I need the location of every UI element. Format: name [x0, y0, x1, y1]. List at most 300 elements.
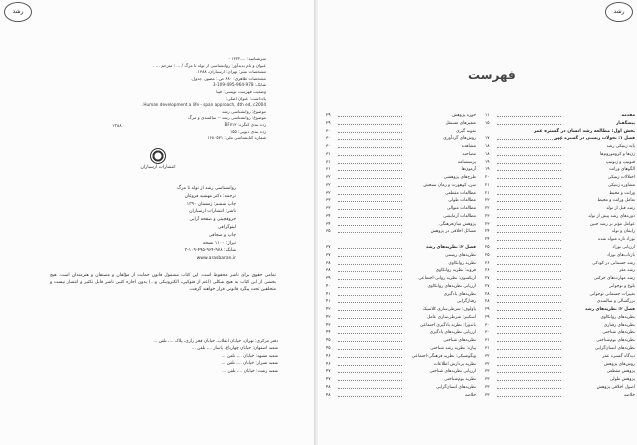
toc-leader-dots [338, 139, 402, 140]
cip-line: سرشناسه: ...،۱۳۲۲ - [228, 56, 266, 61]
toc-entry-title: دیدگاه گستره عمر [602, 353, 635, 359]
toc-page-number: ۳۹ [326, 276, 331, 282]
toc-entry [485, 197, 635, 205]
cip-line: رده بندی کنگره: BF۷۱۳ [224, 121, 266, 127]
toc-page-number: ۲۲ [485, 198, 490, 204]
toc-entry-title: ارزیابی نظریه‌های شناختی [429, 369, 476, 375]
toc-leader-dots [497, 287, 561, 288]
toc-leader-dots [338, 318, 402, 319]
toc-entry-title: نظریه‌های شناختی [443, 338, 476, 344]
toc-page-number: ۳۱ [485, 338, 490, 344]
toc-page-number: ۲۶ [485, 268, 490, 274]
cip-line: شماره کتابشناسی ملی: ۱۶۸۰۵۷۱ [207, 135, 266, 141]
toc-entry [485, 221, 635, 229]
toc-entry-title: عوامل مؤثر بر رشد جنین [589, 221, 635, 227]
cip-line: شابک: 978-964-495-109-3 [212, 82, 266, 88]
toc-leader-dots [338, 209, 402, 210]
toc-entry-title: حوزه پژوهش [452, 113, 476, 118]
toc-leader-dots [338, 326, 402, 327]
toc-page-number: ۳۲ [485, 361, 490, 367]
toc-page-number: ۳۳ [485, 392, 490, 398]
toc-leader-dots [497, 264, 561, 265]
toc-entry [326, 322, 476, 330]
cip-line: مشخصات ظاهری: ۶۸۰ ص.: مصور، جدول. [190, 75, 266, 81]
toc-entry [326, 143, 476, 151]
colophon-line: لیتوگرافی [217, 224, 236, 230]
toc-entry [326, 166, 476, 174]
toc-leader-dots [338, 333, 402, 334]
toc-entry-title: پیاژه: نظریه رشد شناختی [430, 345, 476, 351]
toc-leader-dots [497, 341, 561, 342]
toc-leader-dots [497, 295, 561, 296]
cip-line: موضوع: روانشناسی رشد -- سالمندی و مرگ [188, 115, 266, 121]
toc-entry-title: نظریه‌های شناختی [602, 330, 635, 336]
address-line: شعبه اصفهان: خیابان چهارباغ، پاساژ ...، تلفن ... [191, 346, 278, 352]
cip-line: وضعیت فهرست نویسی: فیپا [216, 88, 266, 94]
toc-page-number: ۴۷ [326, 369, 331, 375]
toc-page-number: ۳۱ [326, 167, 331, 173]
toc-entry [485, 213, 635, 221]
toc-entry [485, 283, 635, 291]
colophon [116, 185, 236, 263]
toc-leader-dots [497, 139, 561, 140]
toc-page-number: ۳۳ [326, 206, 331, 212]
toc-leader-dots [497, 201, 561, 202]
toc-entry-title: پژوهش میان‌فرهنگی [439, 221, 476, 227]
toc-page-number: ۲۱ [485, 182, 490, 188]
toc-entry-title: دوره‌های رشد پیش از تولد [588, 213, 635, 219]
toc-entry [326, 267, 476, 275]
toc-entry-title: فصل ۲: نظریه‌های رشد [584, 307, 635, 313]
toc-entry-title: خلاصه [464, 392, 476, 398]
toc-leader-dots [338, 287, 402, 288]
toc-leader-dots [338, 372, 402, 373]
toc-entry-title: فصل ۱: تحولات زیستی در گستره عمر [554, 136, 635, 142]
toc-leader-dots [338, 295, 402, 296]
toc-entry-title: اسکینر: شرطی‌سازی عامل [426, 314, 476, 320]
toc-leader-dots [338, 170, 402, 171]
toc-page-number: ۳۰ [485, 330, 490, 336]
toc-page-number: ۲۹ [485, 314, 490, 320]
toc-entry [326, 260, 476, 268]
year-label: ۱۳۸۸ [112, 124, 122, 129]
toc-leader-dots [338, 302, 402, 303]
cip-line: یادداشت: عنوان اصلی: [225, 95, 266, 101]
toc-entry [485, 345, 635, 353]
toc-entry [485, 159, 635, 167]
toc-page-number: ۲۷ [485, 276, 490, 282]
toc-entry [485, 236, 635, 244]
toc-entry [326, 213, 476, 221]
toc-entry [485, 143, 635, 151]
toc-leader-dots [338, 365, 402, 366]
toc-entry-title: روش‌های گردآوری [443, 136, 476, 142]
toc-page-number: ۲۳ [485, 213, 490, 219]
toc-entry-title: پژوهش مقطعی [606, 369, 635, 375]
toc-leader-dots [497, 147, 561, 148]
toc-page-number: ۲۵ [485, 252, 490, 258]
toc-entry [485, 166, 635, 174]
toc-part-heading [485, 128, 635, 136]
toc-leader-dots [497, 178, 561, 179]
toc-entry-title: طرح‌های پژوهشی [443, 175, 476, 181]
toc-leader-dots [338, 349, 402, 350]
toc-entry [485, 337, 635, 345]
toc-leader-dots [497, 318, 561, 319]
toc-page-number: ۲۷ [485, 283, 490, 289]
address-line: شعبه شیراز: خیابان ...، تلفن ... [221, 361, 278, 367]
toc-entry [485, 151, 635, 159]
toc-entry [485, 205, 635, 213]
publisher-addresses [52, 338, 278, 375]
toc-entry-title: رشد مغز [618, 268, 635, 274]
toc-entry-title: ارزیابی نظریه‌های روانکاوی [427, 283, 476, 289]
toc-entry [326, 392, 476, 400]
toc-entry [485, 298, 635, 306]
toc-entry-title: نظریه‌های یادگیری [443, 291, 476, 297]
toc-entry-title: نمونه گیری [456, 128, 476, 134]
toc-entry-title: الگوهای وراثت [608, 167, 635, 173]
toc-leader-dots [497, 186, 561, 187]
toc-page-number: ۲۹ [326, 120, 331, 126]
toc-entry-title: نظریه‌های بوم‌شناختی [596, 338, 635, 344]
toc-entry [485, 244, 635, 252]
address-line: شعبه مشهد: خیابان ...، تلفن ... [221, 353, 278, 359]
toc-page-number: ۱۸ [485, 144, 490, 150]
toc-page-number: ۱۹ [485, 159, 490, 165]
toc-page-number: ۳۸ [326, 268, 331, 274]
toc-entry-title: نظریه‌های رفتاری [603, 322, 635, 328]
toc-entry [326, 314, 476, 322]
publisher-emblem-icon [150, 148, 166, 164]
toc-entry-title: نظریه‌های روانکاوی [600, 314, 635, 320]
toc-leader-dots [497, 326, 561, 327]
address-line: شعبه رشت: خیابان ...، تلفن ... [221, 368, 278, 374]
toc-leader-dots [497, 124, 561, 125]
toc-chapter-entry [485, 135, 635, 143]
toc-page-number: ۲۹ [326, 113, 331, 118]
toc-page-number: ۴۷ [326, 377, 331, 383]
toc-entry [485, 252, 635, 260]
toc-entry [485, 384, 635, 392]
toc-entry [326, 283, 476, 291]
cip-line: موضوع: روانشناسی رشد [221, 108, 266, 114]
toc-entry [485, 368, 635, 376]
toc-page-number: ۴۲ [326, 307, 331, 313]
toc-entry-title: آزمون‌ها [461, 167, 476, 173]
toc-page-number: ۱۹ [485, 167, 490, 173]
toc-column-right [485, 112, 635, 399]
toc-page-number: ۴۸ [326, 384, 331, 390]
toc-entry [326, 112, 476, 120]
toc-entry-title: پایه ژنتیکی رشد [606, 144, 635, 150]
toc-entry [326, 190, 476, 198]
toc-page-number: ۴۴ [326, 330, 331, 336]
toc-entry [326, 151, 476, 159]
toc-leader-dots [338, 217, 402, 218]
toc-page-number: ۴۱ [326, 291, 331, 297]
toc-entry-title: نظریه‌های انسان‌گرایی [436, 384, 476, 390]
toc-page-number: ۲۴ [485, 229, 490, 235]
toc-page-number: ۳۳ [485, 384, 490, 390]
toc-page-number: ۲۵ [485, 245, 490, 251]
colophon-line: شابک: ۹۷۸-۹۶۴-۴۹۵-۱۰۹-۳ [184, 248, 236, 254]
toc-entry-title: نظریه‌های انسان‌گرایی [595, 345, 635, 351]
toc-entry-title: پرسشنامه [457, 159, 476, 165]
colophon-line: حروفچینی و صفحه آرایی [189, 217, 236, 223]
toc-entry-title: خلاصه [623, 392, 635, 398]
toc-entry [326, 182, 476, 190]
toc-leader-dots [338, 310, 402, 311]
toc-entry [326, 221, 476, 229]
toc-entry-title: رشد مهارت‌های حرکتی [593, 276, 635, 282]
toc-entry [485, 322, 635, 330]
toc-entry [326, 329, 476, 337]
toc-entry-title: مطالعات آزمایشی [443, 213, 476, 219]
toc-entry [485, 190, 635, 198]
colophon-line: ناشر: انتشارات ارسباران [189, 209, 236, 215]
toc-entry [326, 291, 476, 299]
toc-leader-dots [497, 194, 561, 195]
toc-page-number: ۱۷ [485, 136, 490, 142]
toc-leader-dots [338, 124, 402, 125]
toc-entry-title: پیشگفتار [615, 120, 635, 126]
toc-entry-title: اختلالات ژنتیکی [607, 175, 635, 181]
toc-entry [326, 376, 476, 384]
toc-page-number: ۳۳ [485, 377, 490, 383]
toc-entry-title: اصول اخلاقی پژوهش [596, 384, 635, 390]
toc-entry-title: تعامل وراثت و محیط [597, 198, 635, 204]
toc-entry [485, 376, 635, 384]
toc-leader-dots [497, 155, 561, 156]
toc-page-number: ۱۱ [485, 113, 490, 118]
toc-entry [326, 128, 476, 136]
toc-leader-dots [497, 279, 561, 280]
toc-leader-dots [497, 302, 561, 303]
toc-entry-title: نظریه بوم‌شناختی [444, 377, 476, 383]
toc-leader-dots [497, 310, 561, 311]
toc-leader-dots [338, 225, 402, 226]
cip-line: رده بندی دیویی: ۱۵۵ [230, 128, 266, 134]
toc-page-number: ۲۶ [485, 260, 490, 266]
toc-leader-dots [338, 147, 402, 148]
toc-entry-title: مطالعات متوالی [446, 206, 476, 212]
toc-entry [485, 260, 635, 268]
toc-leader-dots [338, 178, 402, 179]
toc-leader-dots [338, 396, 402, 397]
toc-entry-title: بزرگسالی و سالمندی [596, 299, 635, 305]
toc-entry-title: تغییرات جسمانی نوجوانی [589, 291, 635, 297]
toc-entry-title: پاولوف: شرطی‌سازی کلاسیک [422, 307, 476, 313]
toc-leader-dots [338, 132, 402, 133]
toc-entry-title: بلوغ و نوجوانی [608, 283, 635, 289]
toc-leader-dots [338, 155, 402, 156]
toc-page-number: ۴۳ [326, 322, 331, 328]
toc-leader-dots [497, 240, 561, 241]
toc-entry-title: فصل ۲: نظریه‌های رشد [425, 245, 476, 251]
toc-leader-dots [338, 256, 402, 257]
toc-page-number: ۳۴ [326, 213, 331, 219]
toc-entry-title: پژوهش طولی [609, 377, 635, 383]
toc-leader-dots [497, 365, 561, 366]
toc-chapter-entry [326, 244, 476, 252]
toc-page-number: ۲۹ [485, 307, 490, 313]
toc-entry [485, 267, 635, 275]
toc-page-number: ۴۲ [326, 314, 331, 320]
toc-entry [485, 392, 635, 400]
cip-line: مشخصات نشر: تهران: ارسباران، ۱۳۸۸. [196, 69, 266, 75]
toc-leader-dots [497, 217, 561, 218]
toc-page-number: ۴۶ [326, 353, 331, 359]
toc-page-number: ۳۱ [485, 345, 490, 351]
toc-entry-title: مشاوره ژنتیکی [607, 182, 635, 188]
toc-entry [326, 197, 476, 205]
toc-entry-title: مسائل اخلاقی در پژوهش [430, 229, 476, 235]
toc-leader-dots [338, 186, 402, 187]
toc-leader-dots [497, 116, 561, 117]
toc-entry-title: روش‌های پژوهش [603, 361, 635, 367]
toc-page-number: ۴۵ [326, 338, 331, 344]
toc-entry-title: نظریه پردازش اطلاعات [433, 361, 476, 367]
toc-entry-title: مطالعات طولی [448, 198, 476, 204]
toc-leader-dots [338, 341, 402, 342]
toc-leader-dots [497, 271, 561, 272]
toc-entry [326, 135, 476, 143]
toc-entry [326, 361, 476, 369]
toc-entry-title: سن، کوهورت و زمان سنجش [423, 182, 476, 188]
toc-leader-dots [338, 163, 402, 164]
address-line: دفتر مرکزی: تهران، خیابان انقلاب، خیابان فخر رازی، پلاک ...، تلفن ... [153, 339, 278, 344]
toc-page-number: ۴۸ [326, 392, 331, 398]
toc-leader-dots [338, 279, 402, 280]
toc-page-number: ۴۰ [326, 283, 331, 289]
publisher-logo-icon: رشد [4, 2, 32, 22]
copyright-notice: تمامی حقوق برای ناشر محفوظ است. این کتاب مشمول قانون حمایت از مؤلفان و مصنفان و هنرمندان است. هیچ بخشی از این کتاب به هیچ شکلی (اعم از فتوکپی، الکترونیکی و...) بدون اجازه کتبی ناشر قابل تکثیر و انتشار نیست و متخلفین تحت پیگرد قانونی قرار خواهند گرفت. [50, 273, 276, 293]
toc-page-number: ۳۲ [326, 175, 331, 181]
toc-leader-dots [497, 209, 561, 210]
cip-line: Human development a life - span approach, 4th ed, c2004. [142, 102, 266, 108]
toc-entry [326, 228, 476, 236]
toc-page-number: ۴۱ [326, 299, 331, 305]
toc-entry [326, 384, 476, 392]
toc-leader-dots [338, 380, 402, 381]
toc-leader-dots [338, 248, 402, 249]
toc-page-number: ۳۰ [485, 322, 490, 328]
toc-page-number: ۳۲ [326, 190, 331, 196]
toc-entry-title: نظریه روانکاوی [448, 260, 476, 266]
toc-entry-title: بخش اول: مطالعه رشد انسان در گستره عمر [533, 128, 635, 134]
toc-title: فهرست [468, 68, 516, 82]
toc-chapter-entry [485, 306, 635, 314]
toc-entry-title: متغیرهای مستقل [445, 120, 476, 126]
colophon-line: روانشناسی رشد از تولد تا مرگ [177, 186, 236, 191]
toc-leader-dots [497, 372, 561, 373]
toc-entry [485, 353, 635, 361]
toc-entry-title: فروید: نظریه روانکاوی [435, 268, 476, 274]
toc-leader-dots [497, 396, 561, 397]
toc-entry-title: رشد قبل از تولد [606, 206, 635, 212]
toc-entry [326, 159, 476, 167]
toc-page-number: ۴۶ [326, 361, 331, 367]
toc-leader-dots [338, 232, 402, 233]
colophon-line: چاپ ششم: زمستان ۱۳۹۰ [186, 201, 236, 207]
toc-leader-dots [497, 248, 561, 249]
toc-leader-dots [497, 232, 561, 233]
toc-entry-title: نظریه‌های زیستی [445, 252, 476, 258]
toc-leader-dots [338, 201, 402, 202]
toc-leader-dots [497, 380, 561, 381]
cataloging-in-publication [98, 56, 266, 142]
toc-entry-title: ارزیابی نوزاد [612, 245, 635, 251]
toc-entry-title: فنوتیپ و ژنوتیپ [605, 159, 635, 165]
toc-leader-dots [497, 256, 561, 257]
toc-entry [326, 120, 476, 128]
toc-entry [326, 205, 476, 213]
toc-leader-dots [497, 170, 561, 171]
toc-entry [485, 275, 635, 283]
toc-entry-title: نوزاد تازه متولد شده [597, 237, 635, 243]
toc-entry-title: رفتارگرایی [456, 299, 476, 305]
toc-entry [326, 306, 476, 314]
toc-leader-dots [338, 116, 402, 117]
toc-entry-title: باندورا: نظریه یادگیری اجتماعی [419, 322, 476, 328]
toc-page-number: ۳۸ [326, 260, 331, 266]
toc-entry [485, 228, 635, 236]
toc-entry [485, 329, 635, 337]
toc-page-number: ۳۰ [326, 144, 331, 150]
toc-entry-title: مقدمه [621, 113, 635, 118]
toc-entry [485, 174, 635, 182]
toc-entry [326, 252, 476, 260]
toc-entry-title: مطالعات مقطعی [445, 190, 476, 196]
toc-page-number: ۲۳ [485, 221, 490, 227]
toc-entry [326, 236, 476, 244]
toc-entry [485, 314, 635, 322]
toc-entry-title: ویگوتسکی: نظریه فرهنگی-اجتماعی [411, 353, 476, 359]
toc-page-number: ۳۴ [326, 221, 331, 227]
toc-entry [485, 361, 635, 369]
toc-entry [326, 298, 476, 306]
toc-column-left [326, 112, 476, 399]
toc-entry [326, 368, 476, 376]
copyright-page [0, 0, 318, 445]
toc-leader-dots [497, 357, 561, 358]
toc-page-number: ۳۷ [326, 252, 331, 258]
toc-leader-dots [497, 333, 561, 334]
toc-page-number: ۳۲ [326, 182, 331, 188]
colophon-line: www.arasbaran.ir [196, 256, 236, 262]
toc-page-number: ۳۲ [485, 353, 490, 359]
toc-chapter-entry [485, 112, 635, 120]
toc-page-number: ۲۰ [485, 175, 490, 181]
toc-page-number: ۲۴ [485, 237, 490, 243]
toc-page-number: ۳۱ [326, 151, 331, 157]
toc-entry-title: بازتاب‌های نوزاد [606, 252, 635, 258]
colophon-line: ترجمه: دکتر مهشید فروغان [184, 193, 236, 199]
toc-entry-title: زایمان و تولد [611, 229, 635, 235]
toc-entry [326, 345, 476, 353]
toc-entry [326, 337, 476, 345]
colophon-line: چاپ و صحافی [208, 232, 236, 238]
toc-entry-title: مشاهده [461, 144, 476, 150]
toc-page-number: ۲۱ [485, 190, 490, 196]
toc-entry [326, 353, 476, 361]
toc-leader-dots [338, 388, 402, 389]
toc-leader-dots [497, 349, 561, 350]
toc-entry [485, 291, 635, 299]
toc-chapter-entry [485, 120, 635, 128]
toc-page-number: ۳۳ [326, 198, 331, 204]
